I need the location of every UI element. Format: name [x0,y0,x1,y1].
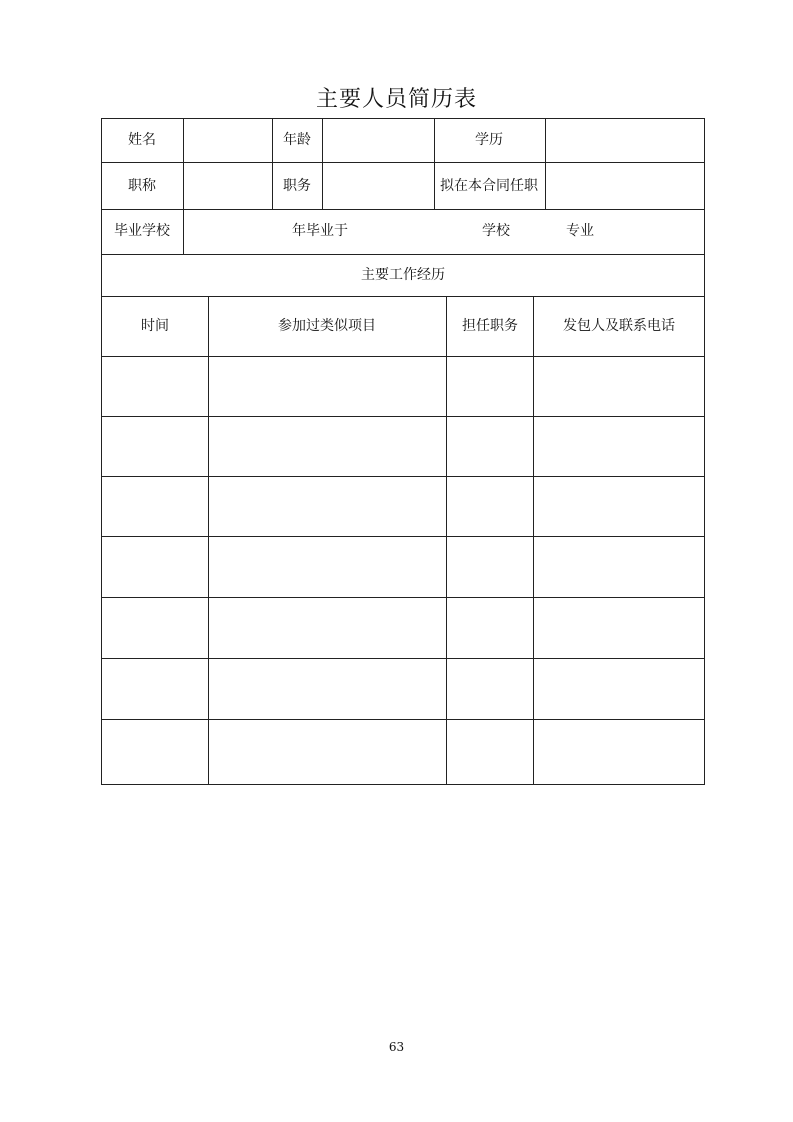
contact-cell[interactable] [534,477,704,536]
proposed-role-field[interactable] [546,163,704,209]
project-cell[interactable] [209,477,446,536]
contact-cell[interactable] [534,720,704,784]
row-divider [101,296,705,297]
time-cell[interactable] [102,357,208,416]
role-cell[interactable] [447,417,533,476]
contact-cell[interactable] [534,357,704,416]
name-label: 姓名 [128,132,156,148]
time-cell[interactable] [102,417,208,476]
role-cell[interactable] [447,477,533,536]
header-time: 时间 [141,318,169,334]
name-field[interactable] [184,119,272,162]
page-title: 主要人员简历表 [315,87,477,112]
time-cell[interactable] [102,477,208,536]
project-cell[interactable] [209,357,446,416]
row-divider [101,209,705,210]
contact-cell[interactable] [534,659,704,719]
col-divider [434,118,435,209]
role-cell[interactable] [447,659,533,719]
row-divider [101,254,705,255]
contact-cell[interactable] [534,417,704,476]
time-cell[interactable] [102,598,208,658]
education-field[interactable] [546,119,704,162]
project-cell[interactable] [209,537,446,597]
header-similar-projects: 参加过类似项目 [278,318,376,334]
education-label: 学历 [475,132,503,148]
project-cell[interactable] [209,598,446,658]
role-cell[interactable] [447,598,533,658]
age-label: 年龄 [283,132,311,148]
role-cell[interactable] [447,357,533,416]
project-cell[interactable] [209,659,446,719]
professional-title-field[interactable] [184,163,272,209]
col-divider [272,118,273,209]
header-employer-contact: 发包人及联系电话 [563,318,675,334]
school-label: 毕业学校 [114,223,170,239]
col-divider [183,209,184,254]
age-field[interactable] [323,119,434,162]
professional-title-label: 职称 [128,178,156,194]
position-field[interactable] [323,163,434,209]
experience-section-title: 主要工作经历 [361,267,445,283]
project-cell[interactable] [209,417,446,476]
role-cell[interactable] [447,537,533,597]
major-text: 专业 [566,223,594,239]
role-cell[interactable] [447,720,533,784]
contact-cell[interactable] [534,598,704,658]
contact-cell[interactable] [534,537,704,597]
position-label: 职务 [283,178,311,194]
page-number: 63 [388,1040,405,1054]
time-cell[interactable] [102,720,208,784]
school-text: 学校 [482,223,510,239]
graduated-year-text: 年毕业于 [292,223,348,239]
proposed-role-label: 拟在本合同任职 [440,178,538,194]
time-cell[interactable] [102,659,208,719]
time-cell[interactable] [102,537,208,597]
header-role: 担任职务 [462,318,518,334]
project-cell[interactable] [209,720,446,784]
